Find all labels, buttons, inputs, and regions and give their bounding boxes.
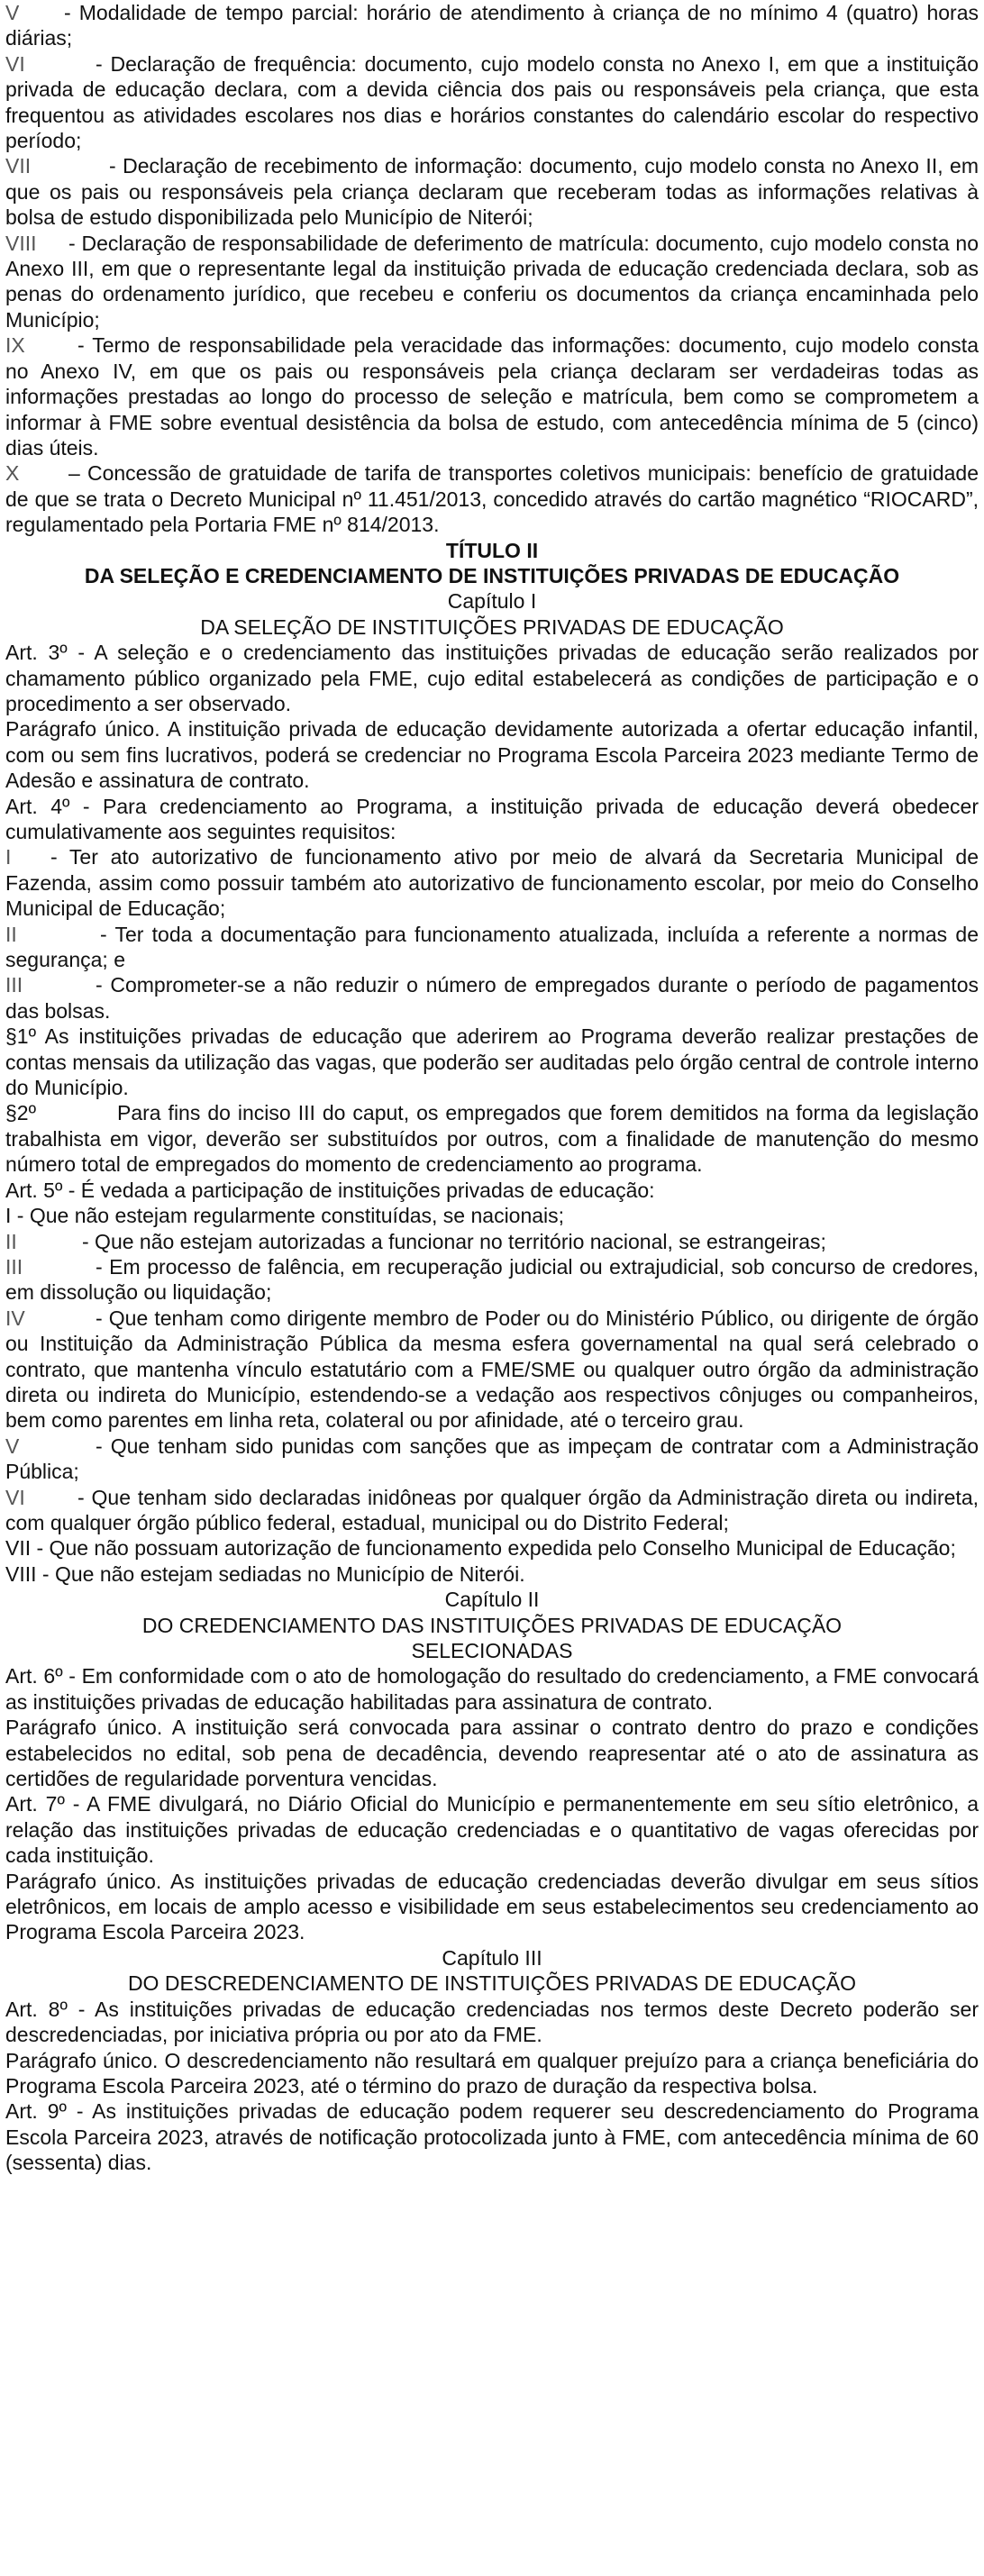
item-text: - Que tenham sido punidas com sanções que as impeçam de contratar com a Administração Pública;: [5, 1434, 979, 1484]
item-text: - Declaração de responsabilidade de deferimento de matrícula: documento, cujo modelo consta no Anexo III, em que o representante legal da instituição privada de educação credenciada declara, sob as penas do ordenamento jurídico, que recebeu e conferiu os documentos da criança encaminhada pelo Município;: [5, 231, 979, 332]
item-number: I: [5, 845, 12, 869]
item-number: IV: [5, 1306, 25, 1330]
chapter-3-title: DO DESCREDENCIAMENTO DE INSTITUIÇÕES PRIVADAS DE EDUCAÇÃO: [127, 1971, 857, 1996]
item-text: - Termo de responsabilidade pela veracidade das informações: documento, cujo modelo consta no Anexo IV, em que os pais ou responsáveis pela criança declaram ser verdadeiras todas as informações prestadas ao longo do processo de seleção e matrícula, bem como se comprometem a informar à FME sobre eventual desistência da bolsa de estudo, com antecedência mínima de 5 (cinco) dias úteis.: [5, 333, 979, 460]
chapter-1-title: DA SELEÇÃO DE INSTITUIÇÕES PRIVADAS DE EDUCAÇÃO: [200, 614, 784, 639]
article-8: Art. 8º - As instituições privadas de educação credenciadas nos termos deste Decreto poderão ser descredenciadas, por iniciativa própria ou por ato da FME.: [5, 1997, 979, 2047]
article-3: Art. 3º - A seleção e o credenciamento das instituições privadas de educação serão realizados por chamamento público organizado pela FME, cujo edital estabelecerá as condições de participação e o procedimento a ser observado.: [5, 641, 979, 715]
item-number: V: [5, 1434, 20, 1458]
item-number: II: [5, 1229, 17, 1253]
item-text: - Modalidade de tempo parcial: horário de atendimento à criança de no mínimo 4 (quatro) horas diárias;: [5, 1, 979, 50]
item-text: - Ter ato autorizativo de funcionamento ativo por meio de alvará da Secretaria Municipal de Fazenda, assim como possuir também ato autorizativo de funcionamento escolar, por meio do Conselho Municipal de Educação;: [5, 845, 979, 921]
article-8-sole-paragraph: Parágrafo único. O descredenciamento não resultará em qualquer prejuízo para a criança beneficiária do Programa Escola Parceira 2023, até o término do prazo de duração da respectiva bolsa.: [5, 2048, 979, 2098]
item-text: – Concessão de gratuidade de tarifa de transportes coletivos municipais: benefício de gratuidade de que se trata o Decreto Municipal nº 11.451/2013, concedido através do cartão magnético “RIOCARD”, regulamentado pela Portaria FME nº 814/2013.: [5, 461, 979, 537]
list-item: [5, 1203, 979, 1228]
list-item: [5, 1485, 979, 1536]
item-number: X: [5, 461, 20, 486]
chapter-2-title: DO CREDENCIAMENTO DAS INSTITUIÇÕES PRIVADAS DE EDUCAÇÃO SELECIONADAS: [141, 1613, 843, 1662]
item-text: - Comprometer-se a não reduzir o número de empregados durante o período de pagamentos das bolsas.: [5, 973, 979, 1023]
item-text: - Que tenham como dirigente membro de Poder ou do Ministério Público, ou dirigente de órgão ou Instituição da Administração Pública da mesma esfera governamental na qual será celebrado o contrato, que mantenha vínculo estatutário com a FME/SME ou qualquer outro órgão da administração direta ou indireta do Município, estendendo-se a vedação aos respectivos cônjuges ou companheiros, bem como parentes em linha reta, colateral ou por afinidade, até o terceiro grau.: [5, 1306, 979, 1433]
list-item: [5, 153, 979, 230]
article-7: Art. 7º - A FME divulgará, no Diário Oficial do Município e permanentemente em seu sítio eletrônico, a relação das instituições privadas de educação credenciadas e o quantitativo de vagas oferecidas por cada instituição.: [5, 1792, 979, 1868]
item-text: - Em processo de falência, em recuperação judicial ou extrajudicial, sob concurso de credores, em dissolução ou liquidação;: [5, 1254, 979, 1305]
chapter-2-label: Capítulo II: [444, 1588, 540, 1612]
article-6: Art. 6º - Em conformidade com o ato de homologação do resultado do credenciamento, a FME convocará as instituições privadas de educação habilitadas para assinatura de contrato.: [5, 1664, 979, 1714]
article-4-paragraph-2: [5, 1100, 979, 1177]
item-text: - Declaração de frequência: documento, cujo modelo consta no Anexo I, em que a instituição privada de educação declara, com a devida ciência dos pais ou responsáveis pela criança, que esta frequentou as atividades escolares nos dias e horários constantes do calendário escolar do respectivo período;: [5, 51, 979, 153]
chapter-3-label: Capítulo III: [442, 1945, 542, 1970]
article-5-items: [5, 1203, 979, 1587]
item-text: - Declaração de recebimento de informação: documento, cujo modelo consta no Anexo II, em que os pais ou responsáveis pela criança declaram que receberam todas as informações relativas à bolsa de estudo disponibilizada pelo Município de Niterói;: [5, 154, 979, 230]
item-number: II: [5, 922, 17, 946]
paragraph-number: §2º: [5, 1101, 36, 1125]
list-item: [5, 231, 979, 333]
article-6-sole-paragraph: Parágrafo único. A instituição será convocada para assinar o contrato dentro do prazo e condições estabelecidos no edital, sob pena de decadência, devendo reapresentar até o ato de assinatura as certidões de regularidade porventura vencidas.: [5, 1716, 979, 1791]
list-item: [5, 1434, 979, 1485]
list-item: [5, 1561, 979, 1587]
item-text: - Que tenham sido declaradas inidôneas por qualquer órgão da Administração direta ou indireta, com qualquer órgão público federal, estadual, municipal ou do Distrito Federal;: [5, 1485, 979, 1534]
list-item: [5, 844, 979, 921]
list-item: [5, 1535, 979, 1561]
list-item: [5, 1254, 979, 1306]
list-item: [5, 972, 979, 1024]
item-number: IX: [5, 333, 25, 358]
list-item: [5, 0, 979, 51]
article-4-paragraph-1: §1º As instituições privadas de educação que aderirem ao Programa deverão realizar prestações de contas mensais da utilização das vagas, que poderão ser auditadas pelo órgão central de controle interno do Município.: [5, 1024, 979, 1100]
list-item: [5, 1229, 979, 1254]
title-subheading: DA SELEÇÃO E CREDENCIAMENTO DE INSTITUIÇÕES PRIVADAS DE EDUCAÇÃO: [84, 563, 900, 587]
chapter-1-label: Capítulo I: [447, 589, 537, 614]
item-text: VIII - Que não estejam sediadas no Município de Niterói.: [5, 1561, 525, 1586]
item-text: I - Que não estejam regularmente constituídas, se nacionais;: [5, 1204, 565, 1228]
item-number: VI: [5, 51, 25, 76]
definitions-list: [5, 0, 979, 538]
article-5: Art. 5º - É vedada a participação de instituições privadas de educação:: [5, 1178, 655, 1202]
list-item: [5, 51, 979, 154]
article-7-sole-paragraph: Parágrafo único. As instituições privadas de educação credenciadas deverão divulgar em seus sítios eletrônicos, em locais de amplo acesso e visibilidade em seus estabelecimentos seu credenciamento ao Programa Escola Parceira 2023.: [5, 1869, 979, 1944]
item-number: VI: [5, 1485, 25, 1509]
list-item: [5, 332, 979, 460]
article-3-sole-paragraph: Parágrafo único. A instituição privada de educação devidamente autorizada a ofertar educação infantil, com ou sem fins lucrativos, poderá se credenciar no Programa Escola Parceira 2023 mediante Termo de Adesão e assinatura de contrato.: [5, 717, 979, 793]
list-item: [5, 922, 979, 973]
title-heading: TÍTULO II: [445, 538, 539, 562]
item-number: III: [5, 1254, 23, 1279]
list-item: [5, 1306, 979, 1434]
item-number: V: [5, 1, 20, 24]
item-number: VIII: [5, 231, 37, 255]
article-9: Art. 9º - As instituições privadas de educação podem requerer seu descredenciamento do Programa Escola Parceira 2023, através de notificação protocolizada junto à FME, com antecedência mínima de 60 (sessenta) dias.: [5, 2099, 979, 2175]
item-text: VII - Que não possuam autorização de funcionamento expedida pelo Conselho Municipal de Educação;: [5, 1536, 956, 1561]
article-4: Art. 4º - Para credenciamento ao Programa, a instituição privada de educação deverá obedecer cumulativamente aos seguintes requisitos:: [5, 794, 979, 843]
article-4-items: [5, 844, 979, 1024]
list-item: [5, 460, 979, 537]
item-number: III: [5, 973, 23, 997]
item-text: - Que não estejam autorizadas a funcionar no território nacional, se estrangeiras;: [82, 1229, 826, 1253]
item-text: - Ter toda a documentação para funcionamento atualizada, incluída a referente a normas de segurança; e: [5, 922, 979, 972]
paragraph-text: Para fins do inciso III do caput, os empregados que forem demitidos na forma da legislação trabalhista em vigor, deverão ser substituídos por outros, com a finalidade de manutenção do mesmo número total de empregados do momento de credenciamento ao programa.: [5, 1101, 979, 1177]
item-number: VII: [5, 154, 32, 178]
